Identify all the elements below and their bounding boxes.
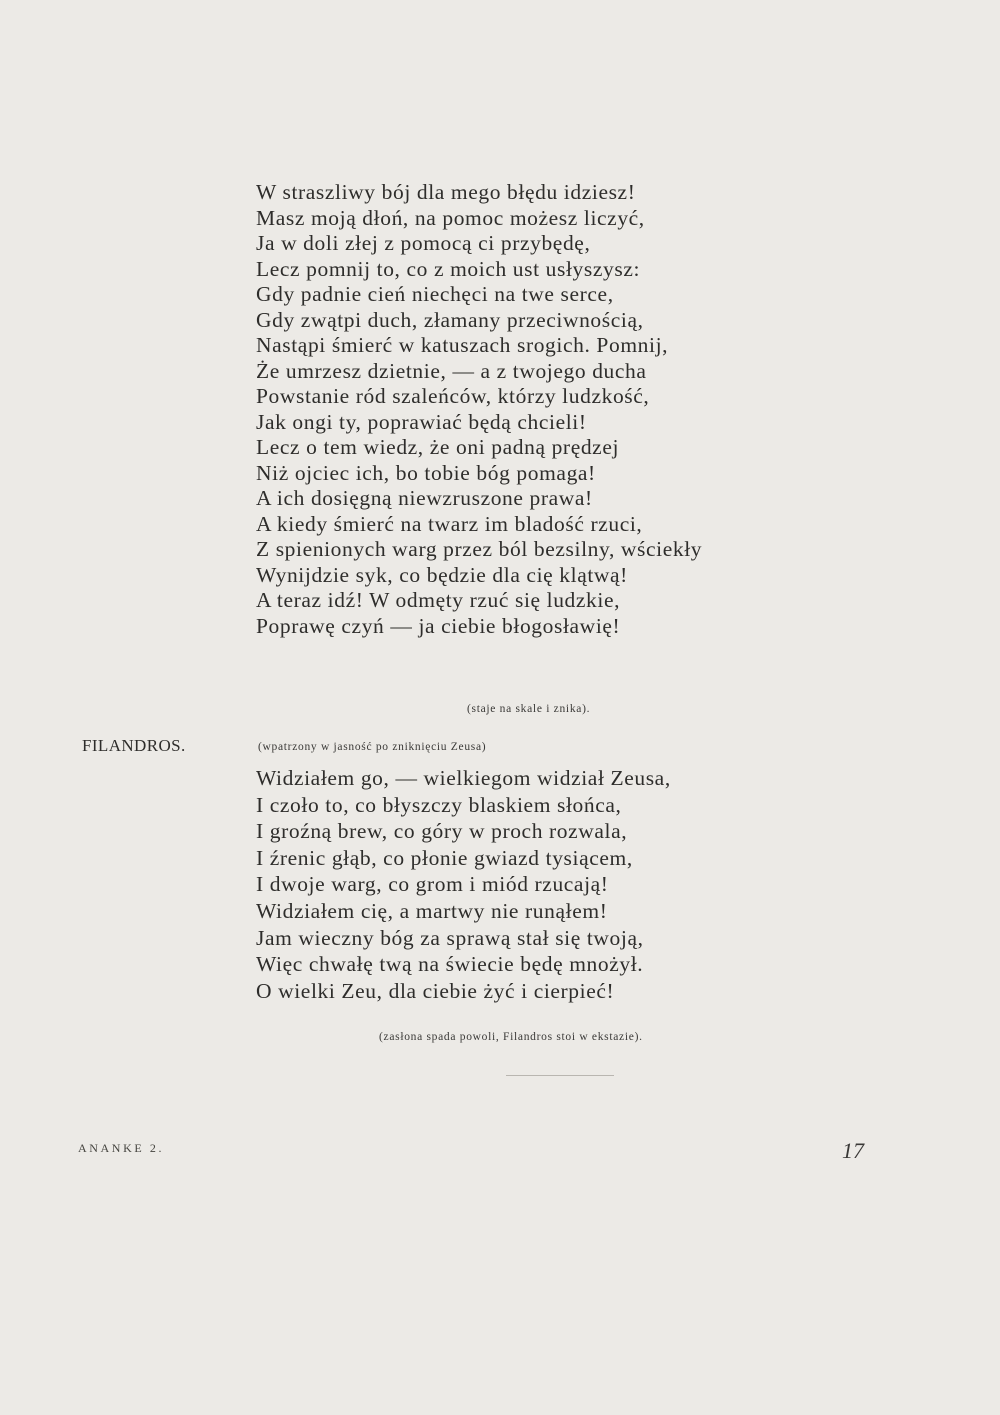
verse-line: Jam wieczny bóg za sprawą stał się twoją, <box>256 925 644 950</box>
stage-direction: (zasłona spada powoli, Filandros stoi w ekstazie). <box>379 1031 643 1043</box>
verse-line: A ich dosięgną niewzruszone prawa! <box>256 486 593 510</box>
verse-stanza-filandros <box>256 765 671 1004</box>
verse-line: Że umrzesz dzietnie, — a z twojego ducha <box>256 358 647 383</box>
stage-direction: (staje na skale i znika). <box>467 703 591 715</box>
page-number: 17 <box>842 1138 864 1163</box>
verse-line: Masz moją dłoń, na pomoc możesz liczyć, <box>256 205 645 230</box>
verse-line: Poprawę czyń — ja ciebie błogosławię! <box>256 613 621 638</box>
verse-line: Ja w doli złej z pomocą ci przybędę, <box>256 231 591 255</box>
end-rule-divider <box>506 1075 614 1076</box>
verse-line: Powstanie ród szaleńców, którzy ludzkość, <box>256 384 650 408</box>
verse-line: I groźną brew, co góry w proch rozwala, <box>256 819 628 844</box>
verse-line: Więc chwałę twą na świecie będę mnożył. <box>256 952 644 977</box>
verse-line: A teraz idź! W odmęty rzuć się ludzkie, <box>256 588 621 612</box>
verse-line: A kiedy śmierć na twarz im bladość rzuci, <box>256 511 643 536</box>
verse-line: Z spienionych warg przez ból bezsilny, wściekły <box>256 537 703 561</box>
verse-line: I dwoje warg, co grom i miód rzucają! <box>256 872 609 897</box>
verse-line: Widziałem go, — wielkiegom widział Zeusa, <box>256 766 671 790</box>
verse-line: Widziałem cię, a martwy nie runąłem! <box>256 898 608 923</box>
verse-line: I źrenic głąb, co płonie gwiazd tysiącem, <box>256 845 633 870</box>
speaker-name: FILANDROS. <box>82 736 186 755</box>
verse-line: O wielki Zeu, dla ciebie żyć i cierpieć! <box>256 978 615 1003</box>
printer-signature: ANANKE 2. <box>78 1141 165 1155</box>
verse-line: Lecz o tem wiedz, że oni padną prędzej <box>256 435 620 459</box>
verse-line: Gdy padnie cień niechęci na twe serce, <box>256 282 614 306</box>
verse-line: Gdy zwątpi duch, złamany przeciwnością, <box>256 307 644 332</box>
verse-line: Jak ongi ty, poprawiać będą chcieli! <box>256 409 587 434</box>
verse-line: Nastąpi śmierć w katuszach srogich. Pomnij, <box>256 333 669 357</box>
verse-line: Niż ojciec ich, bo tobie bóg pomaga! <box>256 460 596 485</box>
verse-line: I czoło to, co błyszczy blaskiem słońca, <box>256 792 622 817</box>
verse-line: Lecz pomnij to, co z moich ust usłyszysz: <box>256 256 641 281</box>
stage-direction: (wpatrzony w jasność po zniknięciu Zeusa) <box>258 741 487 753</box>
verse-line: Wynijdzie syk, co będzie dla cię klątwą! <box>256 562 628 587</box>
verse-stanza-zeus <box>256 180 702 639</box>
verse-line: W straszliwy bój dla mego błędu idziesz! <box>256 180 636 204</box>
